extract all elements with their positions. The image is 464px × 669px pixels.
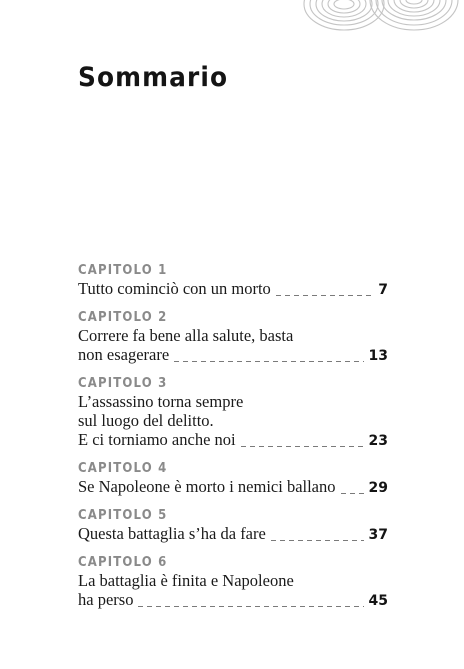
page-number: 7 [378, 282, 388, 298]
toc-entry[interactable] [78, 460, 388, 498]
chapter-title-last-line [78, 430, 388, 451]
chapter-title-last-line [78, 590, 388, 611]
toc-entry[interactable] [78, 262, 388, 300]
page-number: 37 [368, 527, 388, 543]
chapter-title [78, 477, 388, 498]
page-number: 23 [368, 433, 388, 449]
dot-leader [341, 493, 364, 494]
chapter-title [78, 279, 388, 300]
chapter-label: CAPITOLO 3 [78, 376, 168, 391]
chapter-title-line: non esagerare [78, 345, 170, 364]
chapter-title [78, 571, 388, 611]
chapter-title-line: sul luogo del delitto. [78, 411, 214, 430]
chapter-title-last-line [78, 524, 388, 545]
dot-leader [276, 295, 373, 296]
chapter-label: CAPITOLO 1 [78, 263, 168, 278]
fingerprint-icon [292, 0, 462, 58]
chapter-title-line: Se Napoleone è morto i nemici ballano [78, 477, 336, 496]
chapter-title-line: L’assassino torna sempre [78, 392, 244, 411]
chapter-label: CAPITOLO 2 [78, 310, 168, 325]
page-title: Sommario [78, 62, 229, 93]
toc-entry[interactable] [78, 507, 388, 545]
chapter-title-last-line [78, 345, 388, 366]
toc-entry[interactable] [78, 554, 388, 611]
chapter-title-line: Questa battaglia s’ha da fare [78, 524, 266, 543]
chapter-title-line: Tutto cominciò con un morto [78, 279, 271, 298]
toc-entry[interactable] [78, 375, 388, 451]
chapter-label: CAPITOLO 5 [78, 508, 168, 523]
chapter-title [78, 326, 388, 366]
chapter-title-line: E ci torniamo anche noi [78, 430, 236, 449]
chapter-label: CAPITOLO 6 [78, 555, 168, 570]
chapter-title-last-line [78, 477, 388, 498]
page-number: 29 [368, 480, 388, 496]
chapter-title [78, 524, 388, 545]
chapter-title-last-line [78, 279, 388, 300]
dot-leader [241, 446, 364, 447]
dot-leader [271, 540, 364, 541]
chapter-title-line: ha perso [78, 590, 134, 609]
chapter-label: CAPITOLO 4 [78, 461, 168, 476]
chapter-title-line: Correre fa bene alla salute, basta [78, 326, 294, 345]
chapter-title [78, 392, 388, 451]
dot-leader [174, 361, 363, 362]
chapter-title-line: La battaglia è finita e Napoleone [78, 571, 294, 590]
table-of-contents [78, 262, 388, 620]
dot-leader [138, 606, 363, 607]
page-number: 13 [368, 348, 388, 364]
page-number: 45 [368, 593, 388, 609]
toc-entry[interactable] [78, 309, 388, 366]
